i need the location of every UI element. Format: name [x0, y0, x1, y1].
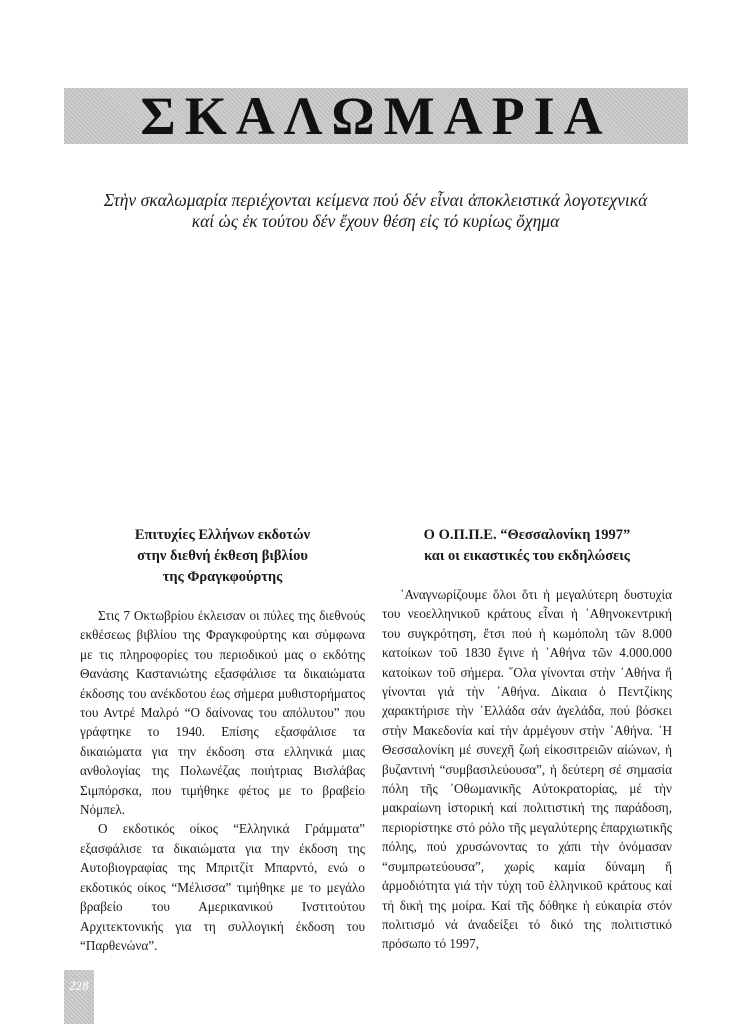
heading-line: και οι εικαστικές του εκδηλώσεις	[424, 548, 630, 564]
article-paragraph: Στις 7 Οκτωβρίου έκλεισαν οι πύλες της διεθνούς εκθέσεως βιβλίου της Φραγκφούρτης και σύμφωνα με τις πληροφορίες του περιοδικού μας ο εκδότης Θανάσης Καστανιώτης εξασφάλισε τα δικαιώματα έκδοσης του ανέκδοτου έως σήμερα μυθιστορήματος του Αντρέ Μαλρό “Ο δαίνονας του απόλυτου” που γράφτηκε το 1940. Επίσης εξασφάλισε τα δικαιώματα για την έκδοση στα ελληνικά μιας ανθολογίας της Πολωνέζας ποιήτριας Βισλάβας Σιμπόρσκα, που τιμήθηκε φέτος με το βραβείο Νόμπελ.	[80, 608, 365, 818]
intro-line-1: Στὴν σκαλωμαρία περιέχονται κείμενα πού δέν εἶναι ἀποκλειστικά λογοτεχνικά	[103, 190, 648, 210]
article-thessaloniki	[382, 525, 672, 954]
article-body	[382, 585, 672, 954]
heading-line: της Φραγκφούρτης	[162, 569, 283, 585]
heading-line: στην διεθνή έκθεση βιβλίου	[137, 548, 308, 564]
page-number-tab	[64, 970, 94, 1024]
heading-line: Επιτυχίες Ελλήνων εκδοτών	[134, 527, 311, 543]
article-heading	[80, 525, 365, 588]
article-paragraph: ᾿Αναγνωρίζουμε ὅλοι ὅτι ἡ μεγαλύτερη δυστυχία του νεοελληνικοῦ κράτους εἶναι ἡ ᾿Αθηνοκεντρική του συγκρότηση, ἔτσι πού ἡ κωμόπολη τῶν 8.000 κατοίκων τοῦ 1830 ἔγινε ἡ ᾿Αθήνα τῶν 4.000.000 κατοίκων τοῦ σήμερα. ῞Ολα γίνονται στὴν ᾿Αθήνα ἤ γίνονται γιά τὴν ᾿Αθήνα. Δίκαια ὁ Πεντζίκης χαρακτήρισε τὴν ῾Ελλάδα σάν ἀγελάδα, πού βόσκει στὴν Μακεδονία καί τὴν ἀρμέγουν στὴν ᾿Αθήνα. ῾Η Θεσσαλονίκη μέ συνεχῆ ζωή εἰκοσιτρειῶν αἰώνων, ἡ βυζαντινή “συμβασιλεύουσα”, ἡ δεύτερη σέ σημασία πόλη τῆς ᾿Οθωμανικῆς Αὐτοκρατορίας, μέ τὴν μακραίωνη ἱστορική καί πολιτιστική της παράδοση, περιορίστηκε στό ρόλο τῆς μεγαλύτερης ἐπαρχιωτικῆς πόλης, πού χρυσώνοντας το χάπι τὴν ὀνόμασαν “συμπρωτεύουσα”, χωρίς καμία δύναμη ἤ ἁρμοδιότητα γιά τὴν τύχη τοῦ ἑλληνικοῦ κράτους καί τή δική της μοίρα. Καί τῆς δόθηκε ἡ εὐκαιρία στόν πολιτισμό νά ἀναδείξει τό δικό της πολιτιστικό πρόσωπο τό 1997,	[382, 587, 672, 952]
article-frankfurt	[80, 525, 365, 955]
article-body	[80, 606, 365, 955]
heading-line: Ο Ο.Π.Π.Ε. “Θεσσαλονίκη 1997”	[423, 527, 631, 543]
intro-line-2: καί ὡς ἐκ τούτου δέν ἔχουν θέση εἰς τό κυρίως ὄχημα	[191, 211, 560, 231]
article-paragraph: Ο εκδοτικός οίκος “Ελληνικά Γράμματα” εξασφάλισε τα δικαιώματα για την έκδοση της Αυτοβιογραφίας της Μπριτζίτ Μπαρντό, ενώ ο εκδοτικός οίκος “Μέλισσα” τιμήθηκε με το μεγάλο βραβείο του Αμερικανικού Ινστιτούτου Αρχιτεκτονικής για τη συλλογική έκδοση του “Παρθενώνα”.	[80, 821, 365, 953]
page-number: 228	[69, 978, 89, 993]
section-intro	[40, 190, 711, 232]
title-banner	[64, 88, 688, 144]
page-title: ΣΚΑΛΩΜΑΡΙΑ	[140, 86, 612, 146]
article-heading	[382, 525, 672, 567]
